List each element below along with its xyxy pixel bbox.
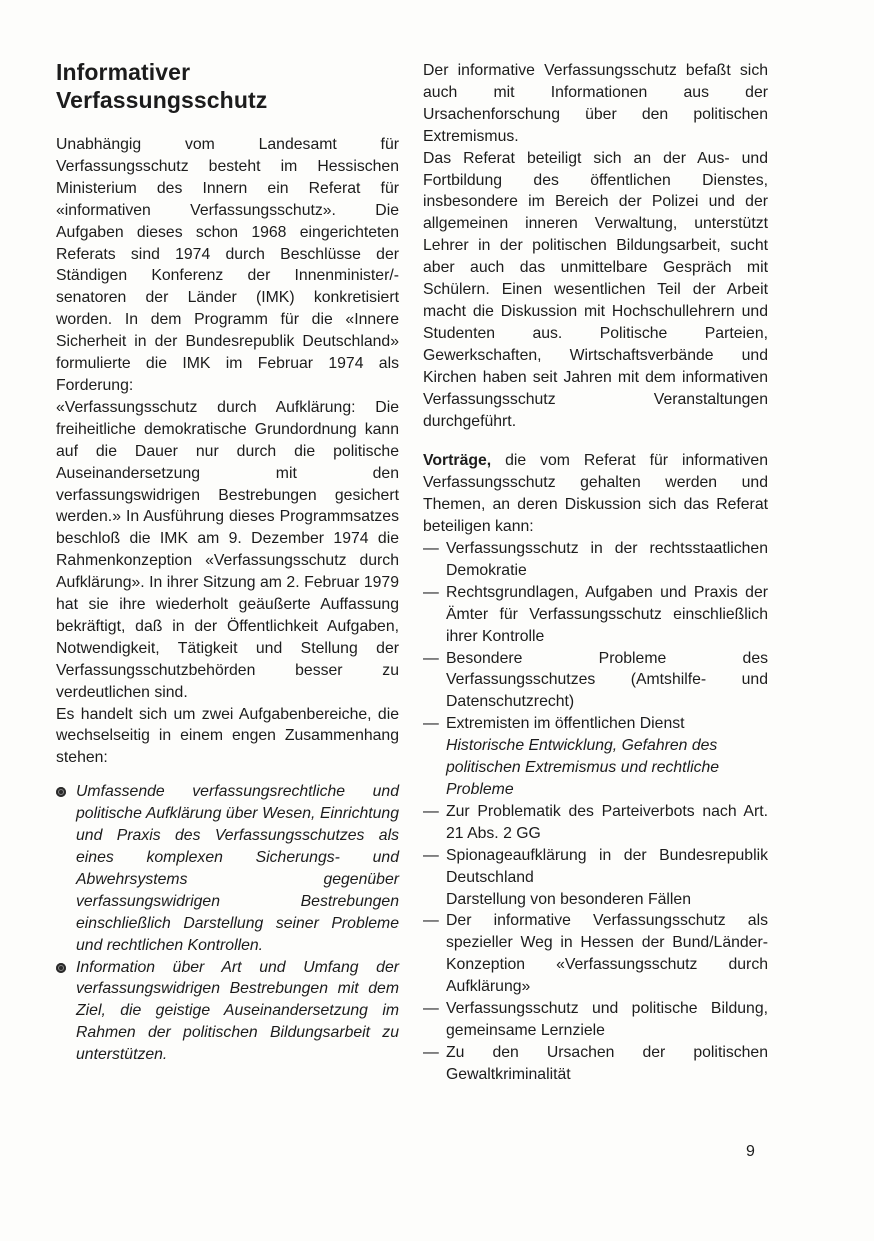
topic-item bbox=[423, 538, 768, 582]
topic-item bbox=[423, 582, 768, 648]
topics-list bbox=[423, 538, 768, 1086]
dash-icon: — bbox=[423, 912, 439, 930]
section-heading bbox=[56, 58, 399, 114]
dash-icon: — bbox=[423, 1000, 439, 1018]
topic-text: Verfassungsschutz in der rechtsstaatlichen Demokratie bbox=[446, 540, 768, 579]
heading-line-1: Informativer bbox=[56, 59, 191, 85]
dash-icon: — bbox=[423, 649, 439, 667]
heading-line-2: Verfassungsschutz bbox=[56, 87, 268, 113]
topic-item bbox=[423, 845, 768, 889]
topic-text: Extremisten im öffentlichen Dienst bbox=[446, 715, 685, 733]
right-column bbox=[423, 60, 768, 1086]
topic-text: Zur Problematik des Parteiverbots nach Art. 21 Abs. 2 GG bbox=[446, 802, 768, 842]
dash-icon: — bbox=[423, 583, 439, 601]
topic-subtitle: Historische Entwicklung, Gefahren des politischen Extremismus und rechtliche Probleme bbox=[446, 737, 720, 798]
topic-item bbox=[423, 801, 768, 845]
extremism-research-paragraph: Der informative Verfassungsschutz befaßt sich auch mit Informationen aus der Ursachenforschung über den politischen Extremismus. bbox=[423, 62, 768, 145]
quote-paragraph: «Verfassungsschutz durch Aufklärung: Die freiheitliche demokratische Grundordnung kann auf die Dauer nur durch die politische Auseinandersetzung mit den verfassungswidrigen Bestrebungen gesichert werden.» In Ausführung dieses Programmsatzes beschloß die IMK am 9. Dezember 1974 die Rahmenkonzeption «Verfassungsschutz durch Aufklärung». In ihrer Sitzung am 2. Februar 1979 hat sie ihre wiederholt geäußerte Auffassung bekräftigt, daß in der Öffentlichkeit Aufgaben, Notwendigkeit, Tätigkeit und Stellung der Verfassungsschutzbehörden besser zu verdeutlichen sind. bbox=[56, 398, 399, 701]
topic-item bbox=[423, 910, 768, 998]
bullet-icon bbox=[56, 787, 66, 797]
task-bullet-list bbox=[56, 781, 399, 1066]
intro-paragraph: Unabhängig vom Landesamt für Verfassungsschutz besteht im Hessischen Ministerium des Innern ein Referat für «informativen Verfassungsschutz». Die Aufgaben dieses schon 1968 eingerichteten Referats sind 1974 durch Beschlüsse der Ständigen Konferenz der Innenminister/-senatoren der Länder (IMK) konkretisiert worden. In dem Programm für die «Innere Sicherheit in der Bundesrepublik Deutschland» formulierte die IMK im Februar 1974 als Forderung: bbox=[56, 136, 399, 394]
left-column bbox=[56, 58, 399, 1066]
dash-icon: — bbox=[423, 715, 439, 733]
topic-text: Spionageaufklärung in der Bundesrepublik Deutschland bbox=[446, 846, 768, 886]
topic-text: Der informative Verfassungsschutz als spezieller Weg in Hessen der Bund/Länder-Konzeption «Verfassungsschutz durch Aufklärung» bbox=[446, 912, 768, 996]
bullet-text: Umfassende verfassungsrechtliche und politische Aufklärung über Wesen, Einrichtung und Praxis des Verfassungsschutzes als eines komplexen Sicherungs- und Abwehrsystems gegenüber verfassungswidrigen Bestrebungen einschließlich Darstellung seiner Probleme und rechtlichen Kontrollen. bbox=[76, 783, 399, 954]
dash-icon: — bbox=[423, 1043, 439, 1061]
dash-icon: — bbox=[423, 540, 439, 558]
training-paragraph: Das Referat beteiligt sich an der Aus- und Fortbildung des öffentlichen Dienstes, insbesondere im Bereich der Polizei und der allgemeinen inneren Verwaltung, unterstützt Lehrer in der politischen Bildungsarbeit, sucht aber auch das unmittelbare Gespräch mit Schülern. Einen wesentlichen Teil der Arbeit macht die Diskussion mit Hochschullehrern und Studenten aus. Politische Parteien, Gewerkschaften, Wirtschaftsverbände und Kirchen haben seit Jahren mit dem informativen Verfassungsschutz Veranstaltungen durchgeführt. bbox=[423, 149, 768, 430]
topic-item bbox=[423, 1042, 768, 1086]
bullet-item bbox=[56, 781, 399, 956]
bullet-text: Information über Art und Umfang der verfassungswidrigen Bestrebungen mit dem Ziel, die geistige Auseinandersetzung im Rahmen der politischen Bildungsarbeit zu unterstützen. bbox=[76, 958, 399, 1064]
topic-item bbox=[423, 713, 768, 735]
topic-item bbox=[423, 998, 768, 1042]
dash-icon: — bbox=[423, 802, 439, 820]
topic-subtitle: Darstellung von besonderen Fällen bbox=[446, 890, 692, 908]
topic-text: Rechtsgrundlagen, Aufgaben und Praxis der Ämter für Verfassungsschutz einschließlich ihrer Kontrolle bbox=[446, 583, 768, 645]
page-number: 9 bbox=[746, 1143, 755, 1160]
lectures-paragraph bbox=[423, 450, 768, 538]
dash-icon: — bbox=[423, 846, 439, 864]
topic-text: Zu den Ursachen der politischen Gewaltkriminalität bbox=[446, 1043, 768, 1083]
topic-item bbox=[423, 648, 768, 714]
transition-paragraph: Es handelt sich um zwei Aufgabenbereiche, die wechselseitig in einem engen Zusammenhang stehen: bbox=[56, 705, 399, 767]
bullet-icon bbox=[56, 963, 66, 973]
lectures-bold-label: Vorträge, bbox=[423, 452, 492, 470]
bullet-item bbox=[56, 957, 399, 1067]
lectures-text: die vom Referat für informativen Verfassungsschutz gehalten werden und Themen, an deren Diskussion sich das Referat beteiligen kann: bbox=[423, 452, 768, 536]
topic-text: Verfassungsschutz und politische Bildung, gemeinsame Lernziele bbox=[446, 1000, 768, 1039]
topic-text: Besondere Probleme des Verfassungsschutzes (Amtshilfe- und Datenschutzrecht) bbox=[446, 649, 768, 711]
